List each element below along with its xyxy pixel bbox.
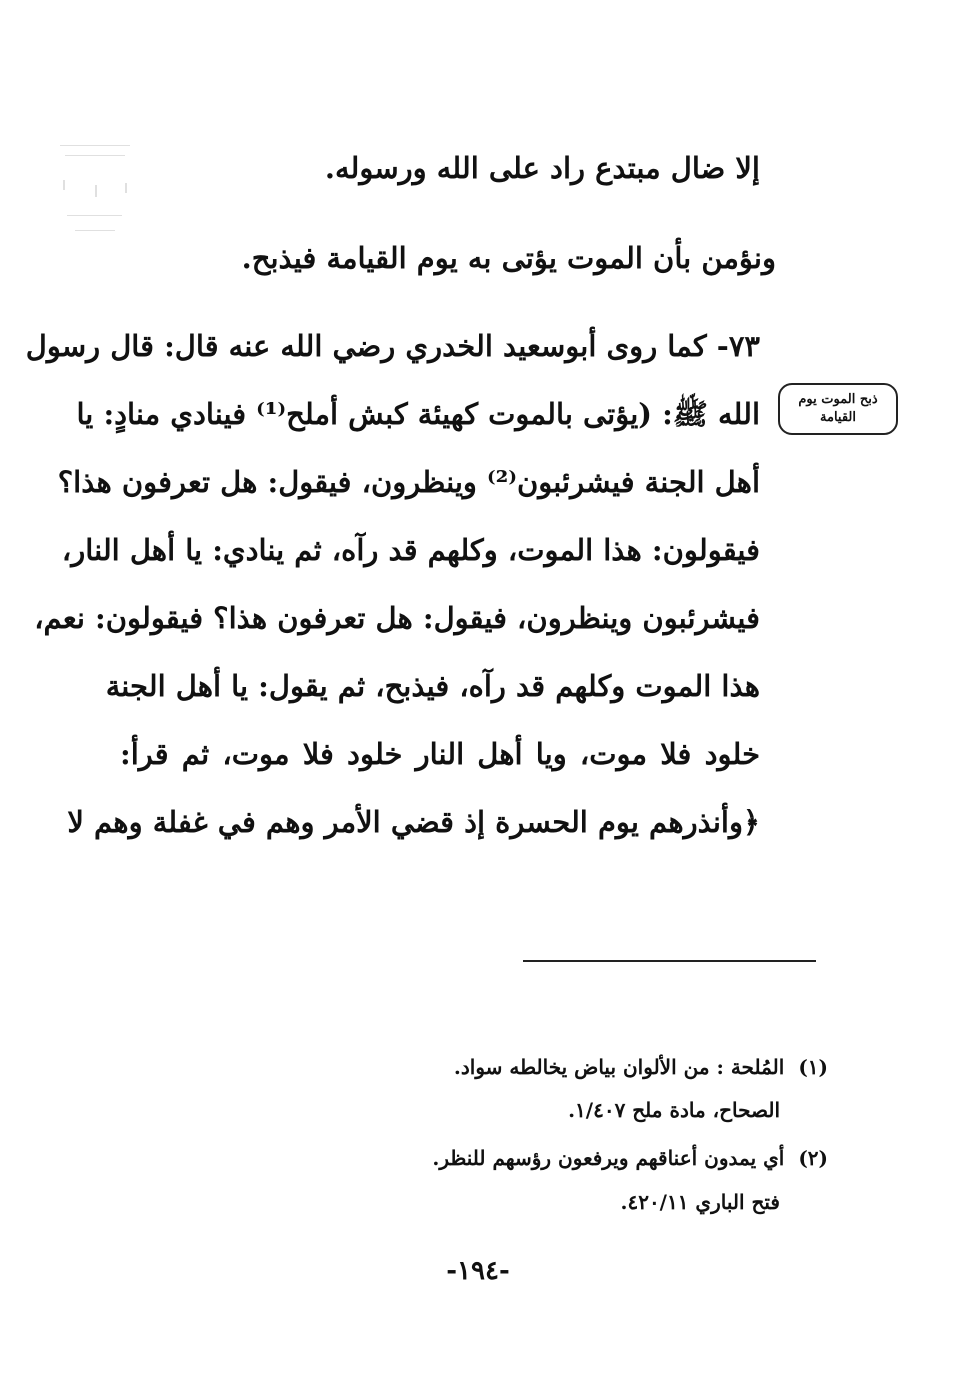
page-number: -١٩٤-	[446, 1256, 510, 1286]
footnote-1-source: الصحاح، مادة ملح ١/٤٠٧.	[568, 1098, 780, 1122]
intro-line-2: ونؤمن بأن الموت يؤتى به يوم القيامة فيذبح.	[241, 241, 776, 275]
intro-line-1: إلا ضال مبتدع راد على الله ورسوله.	[324, 151, 760, 185]
footnote-2-number: (٢)	[798, 1146, 828, 1170]
paragraph-line: هذا الموت وكلهم قد رآه، فيذبح، ثم يقول: يا أهل الجنة	[105, 669, 760, 703]
footnote-1	[454, 1052, 828, 1082]
hadith-paragraph	[25, 320, 760, 864]
footnote-2	[432, 1143, 828, 1173]
margin-note	[778, 383, 898, 435]
paragraph-line: فيقولون: هذا الموت، وكلهم قد رآه، ثم ينادي: يا أهل النار،	[61, 533, 760, 567]
paragraph-line: فيشرئبون وينظرون، فيقول: هل تعرفون هذا؟ فيقولون: نعم،	[34, 601, 760, 635]
paragraph-line: ﴿وأنذرهم يوم الحسرة إذ قضي الأمر وهم في غفلة وهم لا	[67, 805, 760, 839]
footnote-1-number: (١)	[798, 1055, 828, 1079]
footnote-divider	[523, 960, 816, 962]
scan-speck-decoration	[55, 135, 140, 245]
margin-note-line-2: القيامة	[820, 410, 856, 425]
paragraph-line: الله ﷺ: (يؤتى بالموت كهيئة كبش أملح⁽¹⁾ فينادي منادٍ: يا	[76, 397, 760, 431]
paragraph-line: خلود فلا موت، ويا أهل النار خلود فلا موت، ثم قرأ:	[120, 737, 760, 771]
margin-note-line-1: ذبح الموت يوم	[798, 392, 878, 407]
footnote-1-text: المُلحة : من الألوان بياض يخالطه سواد.	[453, 1055, 785, 1079]
footnote-2-source: فتح الباري ٤٢٠/١١.	[620, 1190, 780, 1214]
paragraph-line: أهل الجنة فيشرئبون⁽²⁾ وينظرون، فيقول: هل تعرفون هذا؟	[57, 465, 760, 499]
footnote-2-text: أي يمدون أعناقهم ويرفعون رؤسهم للنظر.	[432, 1146, 785, 1170]
paragraph-line: ٧٣- كما روى أبوسعيد الخدري رضي الله عنه قال: قال رسول	[25, 329, 760, 363]
